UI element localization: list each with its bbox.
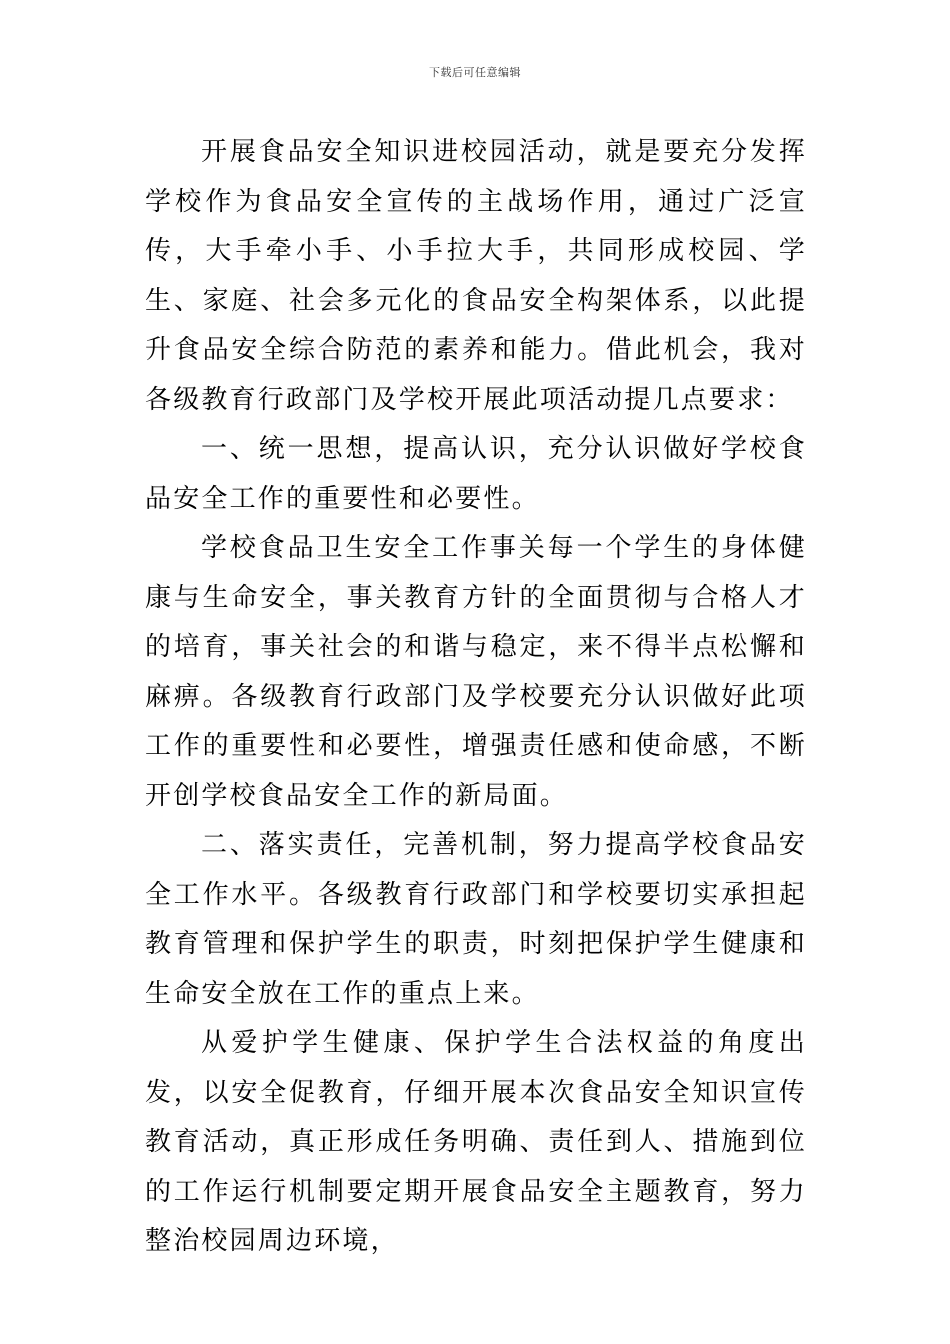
paragraph-point-two-detail: 从爱护学生健康、保护学生合法权益的角度出发，以安全促教育，仔细开展本次食品安全知识宣传教育活动，真正形成任务明确、责任到人、措施到位的工作运行机制要定期开展食品安全主题教育，努力整治校园周边环境， — [145, 1028, 807, 1256]
paragraph-intro: 开展食品安全知识进校园活动，就是要充分发挥学校作为食品安全宣传的主战场作用，通过广泛宣传，大手牵小手、小手拉大手，共同形成校园、学生、家庭、社会多元化的食品安全构架体系，以此提升食品安全综合防范的素养和能力。借此机会，我对各级教育行政部门及学校开展此项活动提几点要求： — [145, 137, 807, 415]
paragraph-point-two: 二、落实责任，完善机制，努力提高学校食品安全工作水平。各级教育行政部门和学校要切实承担起教育管理和保护学生的职责，时刻把保护学生健康和生命安全放在工作的重点上来。 — [145, 830, 807, 1009]
page-header: 下载后可任意编辑 — [429, 66, 521, 79]
document-body — [145, 128, 807, 1267]
paragraph-point-one-detail: 学校食品卫生安全工作事关每一个学生的身体健康与生命安全，事关教育方针的全面贯彻与合格人才的培育，事关社会的和谐与稳定，来不得半点松懈和麻痹。各级教育行政部门及学校要充分认识做好此项工作的重要性和必要性，增强责任感和使命感，不断开创学校食品安全工作的新局面。 — [145, 533, 807, 811]
paragraph-point-one: 一、统一思想，提高认识，充分认识做好学校食品安全工作的重要性和必要性。 — [145, 434, 807, 514]
